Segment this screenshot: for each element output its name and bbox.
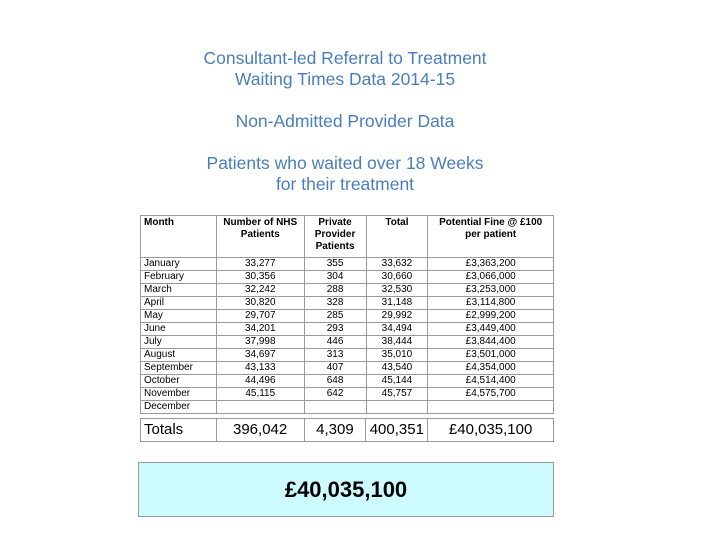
totals-private: 4,309 [304, 419, 366, 442]
cell-private: 648 [304, 375, 366, 388]
cell-month: June [141, 323, 217, 336]
cell-fine: £3,114,800 [428, 297, 554, 310]
table-row [141, 323, 554, 336]
cell-total: 33,632 [366, 258, 428, 271]
title-line-3: Non-Admitted Provider Data [235, 111, 455, 131]
cell-month: August [141, 349, 217, 362]
totals-total: 400,351 [366, 419, 428, 442]
cell-total: 34,494 [366, 323, 428, 336]
cell-month: December [141, 401, 217, 414]
header-month: Month [141, 216, 217, 258]
cell-private: 328 [304, 297, 366, 310]
cell-month: October [141, 375, 217, 388]
cell-fine: £3,501,000 [428, 349, 554, 362]
totals-label: Totals [141, 419, 217, 442]
cell-total: 31,148 [366, 297, 428, 310]
cell-nhs: 45,115 [216, 388, 304, 401]
cell-nhs: 30,820 [216, 297, 304, 310]
table-row [141, 258, 554, 271]
cell-total: 30,660 [366, 271, 428, 284]
cell-private: 355 [304, 258, 366, 271]
cell-fine [428, 401, 554, 414]
cell-nhs: 30,356 [216, 271, 304, 284]
cell-private: 293 [304, 323, 366, 336]
cell-month: April [141, 297, 217, 310]
header-potential-fine: Potential Fine @ £100 per patient [428, 216, 554, 258]
cell-nhs: 34,201 [216, 323, 304, 336]
cell-nhs: 44,496 [216, 375, 304, 388]
cell-private: 446 [304, 336, 366, 349]
cell-total: 45,757 [366, 388, 428, 401]
totals-nhs: 396,042 [216, 419, 304, 442]
cell-private: 288 [304, 284, 366, 297]
totals-table [140, 418, 554, 442]
table-header-row [141, 216, 554, 258]
cell-nhs: 29,707 [216, 310, 304, 323]
grand-total-value: £40,035,100 [284, 476, 408, 502]
grand-total-box [138, 462, 554, 517]
table-row [141, 284, 554, 297]
table-row [141, 297, 554, 310]
cell-month: May [141, 310, 217, 323]
cell-total [366, 401, 428, 414]
header-nhs-patients: Number of NHS Patients [216, 216, 304, 258]
table-row [141, 362, 554, 375]
cell-nhs: 43,133 [216, 362, 304, 375]
table-row [141, 310, 554, 323]
table-row [141, 388, 554, 401]
cell-total: 32,530 [366, 284, 428, 297]
cell-private: 407 [304, 362, 366, 375]
cell-fine: £3,253,000 [428, 284, 554, 297]
cell-total: 35,010 [366, 349, 428, 362]
cell-fine: £4,354,000 [428, 362, 554, 375]
title-line-5: for their treatment [275, 174, 415, 194]
table-row [141, 375, 554, 388]
cell-month: September [141, 362, 217, 375]
cell-fine: £3,066,000 [428, 271, 554, 284]
header-total: Total [366, 216, 428, 258]
cell-nhs: 34,697 [216, 349, 304, 362]
title-line-2: Waiting Times Data 2014-15 [234, 69, 456, 89]
cell-private: 304 [304, 271, 366, 284]
header-private-patients: Private Provider Patients [304, 216, 366, 258]
cell-month: March [141, 284, 217, 297]
cell-total: 45,144 [366, 375, 428, 388]
monthly-data-table [140, 215, 554, 414]
cell-private: 313 [304, 349, 366, 362]
cell-private [304, 401, 366, 414]
title-line-4: Patients who waited over 18 Weeks [206, 153, 484, 173]
table-row [141, 401, 554, 414]
totals-row [141, 419, 554, 442]
table-row [141, 271, 554, 284]
title-line-1: Consultant-led Referral to Treatment [203, 48, 487, 68]
cell-fine: £3,449,400 [428, 323, 554, 336]
totals-fine: £40,035,100 [428, 419, 554, 442]
cell-private: 285 [304, 310, 366, 323]
cell-month: February [141, 271, 217, 284]
cell-month: July [141, 336, 217, 349]
cell-fine: £3,844,400 [428, 336, 554, 349]
cell-total: 43,540 [366, 362, 428, 375]
cell-nhs [216, 401, 304, 414]
cell-fine: £2,999,200 [428, 310, 554, 323]
cell-nhs: 33,277 [216, 258, 304, 271]
cell-total: 38,444 [366, 336, 428, 349]
cell-month: January [141, 258, 217, 271]
cell-fine: £3,363,200 [428, 258, 554, 271]
cell-month: November [141, 388, 217, 401]
table-row [141, 349, 554, 362]
cell-nhs: 32,242 [216, 284, 304, 297]
table-row [141, 336, 554, 349]
cell-total: 29,992 [366, 310, 428, 323]
cell-fine: £4,514,400 [428, 375, 554, 388]
cell-nhs: 37,998 [216, 336, 304, 349]
title-block [0, 48, 690, 195]
cell-fine: £4,575,700 [428, 388, 554, 401]
cell-private: 642 [304, 388, 366, 401]
